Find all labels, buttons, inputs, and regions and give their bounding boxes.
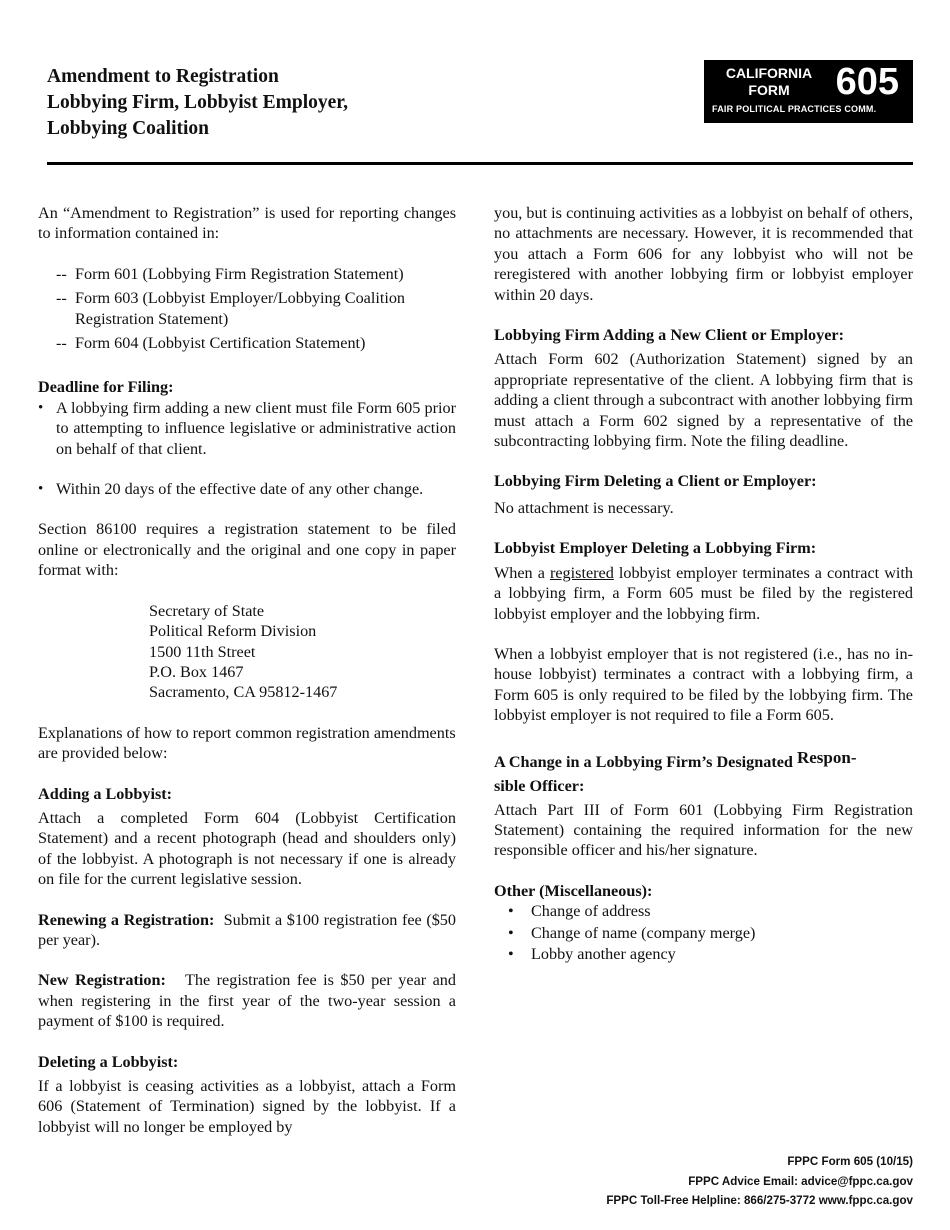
header-divider — [47, 162, 913, 165]
left-column — [38, 203, 456, 1137]
mailing-address: Secretary of State Political Reform Division 1500 11th Street P.O. Box 1467 Sacramento, CA 95812-1467 — [149, 601, 338, 702]
renewing-paragraph: Renewing a Registration: Submit a $100 registration fee ($50 per year). — [38, 910, 456, 949]
deleting-lobbyist-text: If a lobbyist is ceasing activities as a lobbyist, attach a Form 606 (Statement of Termination) signed by the lobbyist. If a lobbyist will no longer be employed by — [38, 1077, 456, 1136]
employer-deleting-heading: Lobbyist Employer Deleting a Lobbying Firm: — [494, 539, 817, 558]
continued-text: you, but is continuing activities as a lobbyist on behalf of others, no attachments are necessary. However, it is recommended that you attach a Form 606 for any lobbyist who will not be reregistered with another lobbying firm or lobbyist employer within 20 days. — [494, 204, 913, 304]
responsible-officer-text: Attach Part III of Form 601 (Lobbying Firm Registration Statement) containing the required information for the new responsible officer and his/her signature. — [494, 800, 913, 860]
form-number: 605 — [835, 61, 899, 103]
form-number-box — [704, 60, 913, 123]
employer-deleting-text: When a registered lobbyist employer terminates a contract with a lobbying firm, a Form 605 must be filed by the registered lobbyist employer and the lobbying firm. — [494, 563, 914, 623]
explanations-text: Explanations of how to report common registration amendments are provided below: — [38, 723, 456, 763]
adding-lobbyist-text: Attach a completed Form 604 (Lobbyist Certification Statement) and a recent photograph (head and shoulders only) of the lobbyist. A photograph is not necessary if one is already on file for the current legislative session. — [38, 808, 456, 889]
list-item: -- Form 604 (Lobbyist Certification Statement) — [56, 334, 366, 353]
forms-list — [38, 264, 456, 354]
deleting-client-text: No attachment is necessary. — [494, 498, 674, 517]
adding-lobbyist-heading: Adding a Lobbyist: — [38, 784, 173, 803]
page-title — [47, 64, 348, 142]
renewing-heading: Renewing a Registration: — [38, 910, 215, 929]
list-item: • Change of name (company merge) — [508, 923, 756, 942]
right-column — [494, 203, 913, 966]
new-registration-heading: New Registration: — [38, 971, 166, 990]
responsible-officer-heading: A Change in a Lobbying Firm’s Designated Respon- sible Officer: — [494, 747, 857, 795]
employer-not-registered-text: When a lobbyist employer that is not registered (i.e., has no in-house lobbyist) terminates a contract with a lobbying firm, a Form 605 is only required to be filed by the lobbying firm. The lobbyist employer is not required to file a Form 605. — [494, 644, 913, 725]
intro-text: An “Amendment to Registration” is used for reporting changes to information contained in: — [38, 204, 456, 243]
list-item: • Within 20 days of the effective date of any other change. — [38, 480, 424, 499]
footer-advice-email: FPPC Advice Email: advice@fppc.ca.gov — [688, 1174, 913, 1188]
footer-helpline: FPPC Toll-Free Helpline: 866/275-3772 www.fppc.ca.gov — [606, 1194, 913, 1207]
list-item: -- Form 603 (Lobbyist Employer/Lobbying Coalition Registration Statement) — [56, 289, 406, 328]
list-item: • Lobby another agency — [508, 945, 676, 964]
deadline-heading: Deadline for Filing: — [38, 378, 174, 397]
commission-label: FAIR POLITICAL PRACTICES COMM. — [712, 104, 877, 114]
other-list — [508, 901, 913, 966]
footer-form-id: FPPC Form 605 (10/15) — [787, 1155, 913, 1168]
title-line-1: Amendment to Registration — [47, 66, 279, 87]
adding-client-heading: Lobbying Firm Adding a New Client or Employer: — [494, 326, 844, 345]
section-text: Section 86100 requires a registration statement to be filed online or electronically and the original and one copy in paper format with: — [38, 520, 456, 580]
adding-client-text: Attach Form 602 (Authorization Statement) signed by an appropriate representative of the client. A lobbying firm that is adding a client through a subcontract with another lobbying firm must attach a Form 602 signed by a representative of the subcontracting lobbying firm. Note the filing deadline. — [494, 350, 913, 451]
list-item: • Change of address — [508, 902, 651, 921]
title-line-3: Lobbying Coalition — [47, 118, 210, 139]
deleting-lobbyist-heading: Deleting a Lobbyist: — [38, 1052, 179, 1071]
list-item: • A lobbying firm adding a new client must file Form 605 prior to attempting to influence legislative or administrative action on behalf of that client. — [38, 398, 456, 458]
deleting-client-heading: Lobbying Firm Deleting a Client or Employer: — [494, 472, 817, 491]
new-registration-paragraph: New Registration: The registration fee is $50 per year and when registering in the first year of the two-year session a payment of $100 is required. — [38, 971, 456, 1031]
list-item: -- Form 601 (Lobbying Firm Registration Statement) — [56, 264, 404, 283]
title-line-2: Lobbying Firm, Lobbyist Employer, — [47, 92, 349, 113]
other-heading: Other (Miscellaneous): — [494, 881, 653, 900]
form-box-state: CALIFORNIA FORM — [725, 65, 813, 98]
footer — [606, 1152, 913, 1211]
